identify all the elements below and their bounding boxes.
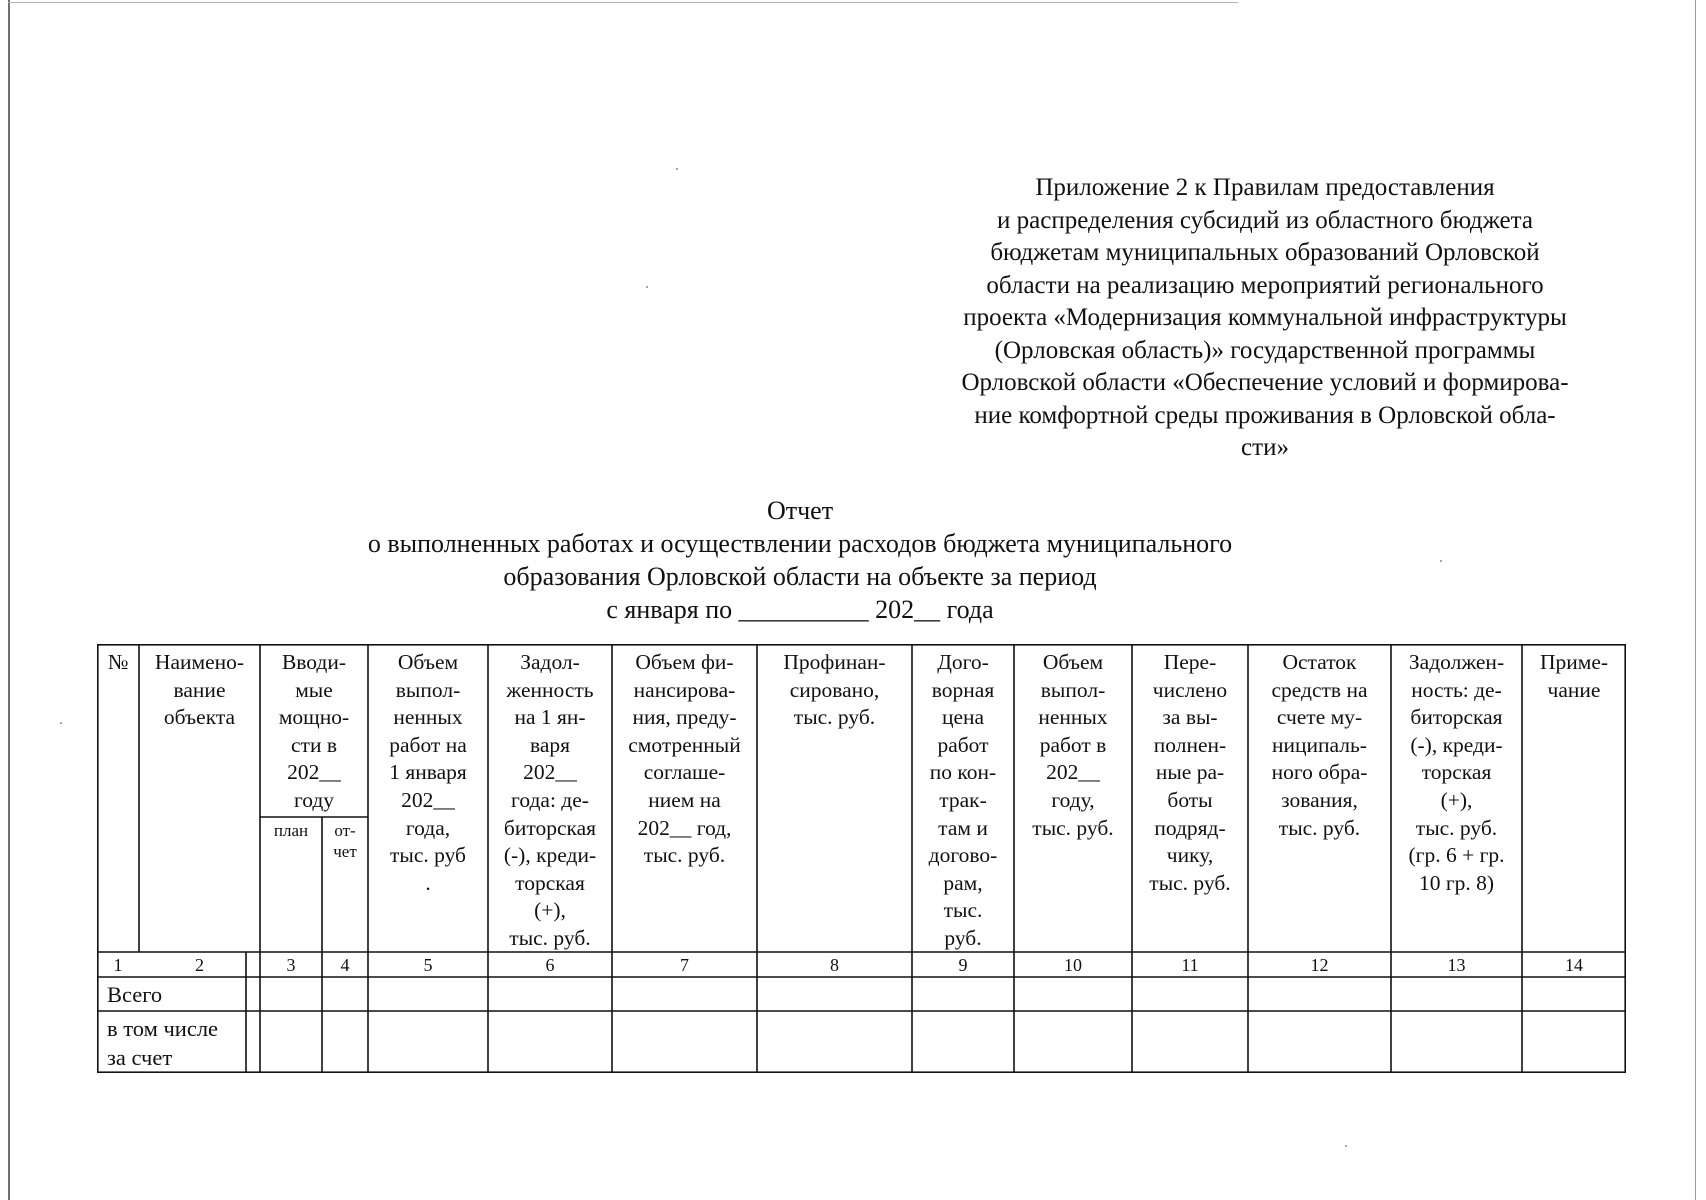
annex-line: бюджетам муниципальных образований Орловской bbox=[990, 239, 1540, 266]
header-object-name: Наимено- вание объекта bbox=[154, 650, 245, 730]
scan-edge-right bbox=[1695, 0, 1696, 1200]
annex-line: (Орловская область)» государственной программы bbox=[994, 336, 1536, 364]
report-title-line: о выполненных работах и осуществлении расходов бюджета муниципального bbox=[367, 529, 1233, 558]
column-number: 7 bbox=[680, 955, 689, 975]
column-number: 11 bbox=[1181, 955, 1199, 975]
annex-line: Приложение 2 к Правилам предоставления bbox=[1035, 174, 1495, 201]
row-total-label: Всего bbox=[107, 982, 163, 1007]
column-number: 3 bbox=[286, 955, 296, 975]
report-title bbox=[300, 494, 1300, 626]
header-debt-total: Задолжен- ность: де- биторская (-), креди- торская (+), тыс. руб. (гр. 6 + гр. 10 гр. 8) bbox=[1408, 650, 1505, 895]
report-title-line: Отчет bbox=[766, 496, 834, 525]
annex-line: и распределения субсидий из областного бюджета bbox=[997, 206, 1533, 234]
scan-speck bbox=[1440, 560, 1442, 562]
row-including-label: в том числе за счет bbox=[107, 1016, 219, 1070]
header-contract-price: Дого- ворная цена работ по кон- трак- там и догово- рам, тыс. руб. bbox=[928, 650, 998, 950]
annex-line: Орловской области «Обеспечение условий и формирова- bbox=[961, 369, 1569, 396]
report-title-line: с января по __________ 202__ года bbox=[606, 595, 994, 624]
header-funding-volume: Объем фи- нансирова- ния, преду- смотренный соглаше- нием на 202__ год, тыс. руб. bbox=[628, 650, 741, 868]
column-number: 10 bbox=[1064, 955, 1082, 975]
column-number: 8 bbox=[830, 955, 839, 975]
scan-edge-left bbox=[8, 0, 10, 1200]
annex-line: проекта «Модернизация коммунальной инфраструктуры bbox=[963, 304, 1567, 331]
header-number: № bbox=[107, 650, 129, 674]
annex-reference bbox=[915, 172, 1615, 465]
header-financed: Профинан- сировано, тыс. руб. bbox=[783, 650, 886, 730]
column-number: 4 bbox=[340, 955, 350, 975]
header-actual: от- чет bbox=[333, 821, 357, 861]
scan-edge-top bbox=[8, 2, 1238, 3]
header-work-volume-year: Объем выпол- ненных работ в 202__ году, тыс. руб. bbox=[1032, 650, 1114, 840]
column-number: 6 bbox=[545, 955, 555, 975]
scan-speck bbox=[676, 168, 678, 170]
column-number: 1 bbox=[113, 955, 123, 975]
header-work-volume-jan: Объем выпол- ненных работ на 1 января 202__ года, тыс. руб . bbox=[389, 650, 467, 895]
scan-speck bbox=[646, 286, 648, 288]
annex-line: ние комфортной среды проживания в Орловской обла- bbox=[974, 401, 1556, 429]
report-title-line: образования Орловской области на объекте за период bbox=[503, 562, 1097, 591]
header-balance: Остаток средств на счете му- ниципаль- ного обра- зования, тыс. руб. bbox=[1271, 650, 1368, 840]
report-table bbox=[97, 644, 1626, 1073]
header-plan: план bbox=[273, 821, 309, 840]
column-number: 13 bbox=[1447, 955, 1466, 975]
header-transferred: Пере- числено за вы- полнен- ные ра- боты подряд- чику, тыс. руб. bbox=[1149, 650, 1231, 895]
header-capacity: Вводи- мые мощно- сти в 202__ году bbox=[278, 650, 350, 812]
header-note: Приме- чание bbox=[1539, 650, 1609, 702]
scan-speck bbox=[1345, 1145, 1347, 1147]
annex-line: сти» bbox=[1241, 434, 1289, 461]
column-number: 12 bbox=[1310, 955, 1329, 975]
column-number: 14 bbox=[1565, 955, 1583, 975]
column-number: 9 bbox=[958, 955, 968, 975]
scan-speck bbox=[60, 722, 62, 724]
column-number: 5 bbox=[423, 955, 433, 975]
column-number: 2 bbox=[195, 955, 204, 975]
header-debt-jan: Задол- женность на 1 ян- варя 202__ года: де- биторская (-), креди- торская (+), тыс. руб. bbox=[503, 650, 597, 950]
annex-line: области на реализацию мероприятий регионального bbox=[986, 271, 1544, 299]
